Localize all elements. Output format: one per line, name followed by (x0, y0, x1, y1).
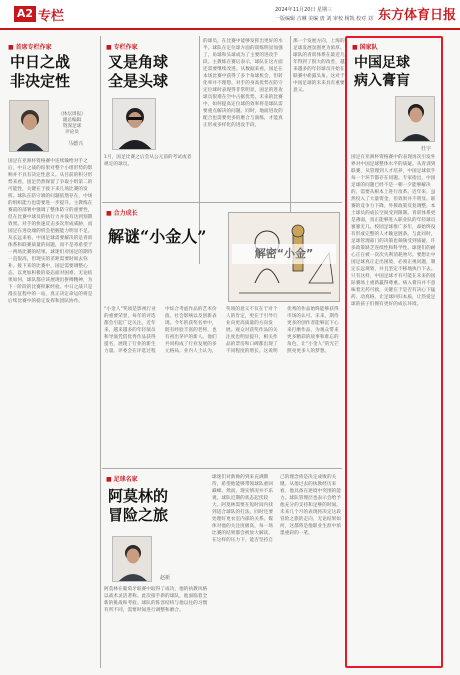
article-body: 阿莫林在葡萄牙联赛中取得了成功，他的执教风格以战术灵活著称。此次接手新的球队，他面临着全新的挑战和考验。球队的阵容结构与他以往的习惯有所不同，需要时间进行调整和磨合。 (104, 587, 208, 613)
person-icon (113, 99, 156, 150)
section-divider (102, 202, 342, 203)
section-name: 专栏 (38, 9, 65, 24)
paper-name: 东方体育日报 (378, 8, 457, 23)
author-portrait (112, 536, 152, 582)
image-watermark: 解密“小金” (232, 244, 336, 264)
author-portrait (112, 98, 156, 150)
author-portrait (9, 100, 49, 152)
column-tag: ■ 专栏作家 (106, 42, 138, 51)
article-body: 球迷们对新帅的到来充满期待，希望他能够带领球队重回巅峰。然而，现实情况并不乐观，球队近期的状态起伏较大。阿莫林需要在短时间内找到适合球队的打法，同时还要处理好更衣室内部的关系。媒体对他的关注度极高，每一场比赛的结果都会被放大解读。在这样的压力下，能否坚持自己的理念将是决定成败的关键。从他过去的执教经历来看，他具备在逆境中突围的能力。球队管理层也表示会给予他充分的支持和足够的时间。未来几个月的表现将决定这段冒险之旅的走向，无论结果如何，这都将是他职业生涯中浓墨重彩的一笔。 (212, 475, 342, 543)
article-title-line2: 冒险之旅 (108, 506, 169, 524)
author-name: 马德兴 (68, 141, 84, 147)
section-divider (102, 468, 342, 469)
article-body: 那一个发展方向，上海的足球发展氛围更为浓厚。球队的青训体系在最近几年得到了很大的改善，越来越多的年轻球员开始在联赛中崭露头角。这对于中国足球的未来具有重要意义。 (293, 39, 345, 93)
article-body: “小金人”奖项是影视行业的重要荣誉，每年的评选都会引起广泛关注。近年来，越来越多的年轻演员和导演凭借优秀作品获得提名，展现了行业的新生力量。评委会在评选过程中综合考虑作品的艺术价值、社会影响以及创新表现。今年的获奖名单中，既有经验丰富的老将，也有初出茅庐的新人。他们共同构成了行业发展的多元格局。业内人士认为，奖项的意义不仅在于对个人的肯定，更在于引导行业向更高质量的方向发展。观众对获奖作品的关注度也明显提升，相关作品的票房和口碑都出现了不同程度的增长。这说明优秀的作品始终能够获得市场的认可。未来，期待更多的创作者能够沉下心来打磨作品，为观众带来更多精彩的故事和难忘的角色，让“小金人”的光芒照亮更多人的梦想。 (104, 307, 339, 354)
column-tag: ■ 首席专栏作家 (8, 42, 52, 51)
photo-caption: 1月，国足比赛之后会从公元前的考试或者规定的球员。 (104, 155, 192, 167)
page-number-badge: A2 (14, 6, 36, 22)
article-title-line1: 叉是角球 (108, 53, 169, 71)
issue-date: 2024年11月20日 星期三 (275, 7, 333, 13)
column-divider (100, 36, 101, 668)
person-icon (113, 537, 152, 582)
issue-editors: 一版编辑 吉琳 美编 唐 刘 审校 杨凯 校对 刘 (275, 16, 373, 22)
author-portrait (395, 96, 435, 142)
person-icon (396, 97, 435, 142)
article-title-line2: 非决定性 (10, 72, 71, 90)
column-tag: ■ 足球名家 (106, 474, 138, 483)
article-title-line1: 阿莫林的 (108, 487, 169, 505)
article-title-line2: 全是头球 (108, 72, 169, 90)
article-body: 国足在亚洲杯资格赛中的表现再次引发外界对中国足球整体水平的质疑。从青训到联赛，从管理到人才培养，中国足球似乎每一个环节都存在问题。专家指出，中国足球的问题已经不是一朝一夕能够解决的，需要从根本上进行改革。近年来，虽然投入了大量资金，但效果并不明显。联赛的竞争力下降，外援政策反复调整，本土球员的成长空间受到限制。青训体系更是薄弱，真正能够进入职业队的年轻球员寥寥无几。校园足球推广多年，却始终没有形成完整的人才输送链条。与此同时，足球管理部门的决策也频频受到质疑，许多政策缺乏连续性和科学性。球迷们的耐心正在被一次次失利消耗殆尽。要想让中国足球真正走出困境，必须正视问题，制定长远规划，并且坚定不移地执行下去。只有这样，中国足球才有可能在未来的国际赛场上重新赢得尊重。病入膏肓并不意味着无药可救，关键在于是否有决心下猛药、动真格，让足球回归本质，让热爱足球的孩子们拥有更好的成长环境。 (351, 155, 436, 307)
article-title-line1: 中日之战 (10, 53, 71, 71)
column-tag: ■ 合力成长 (106, 208, 138, 217)
person-icon (10, 101, 49, 152)
article-title-line1: 中国足球 (354, 55, 410, 71)
author-name: 杜宇 (421, 146, 432, 152)
article-body: 国足在亚洲杯资格赛中连续输给对手之后，中日之战的结果对整个小组形势的影响并不具有决定性意义。从目前的积分形势来看，国足仍然保留了争取小组第二的可能性，关键在于接下来几场比赛的发挥。球队在防守端的问题依然存在，中场的组织能力也需要进一步提升。主教练在赛前的部署中强调了整体防守的重要性，但在比赛中球员的执行力并没有达到预期效果。对手的快速反击多次形成威胁，而国足在进攻端的机会把握能力明显不足。从长远来看，中国足球需要解决的是青训体系和联赛质量的问题，而不是寄希望于一两场比赛的结果。球迷们对国足的期待一直很高，但现实的差距需要时间去弥补。接下来的比赛中，国足需要调整心态，以更加积极的姿态面对困难。无论结果如何，球队都应该展现出拼搏精神，为下一阶段的比赛积累经验。中日之战只是漫长征程中的一站，真正决定命运的将是后续比赛中的稳定发挥和团队协作。 (8, 159, 93, 304)
article-body: 的球员，在比赛中能够发挥出更好的水平。球队在定位球方面的训练明显加强了，角球和头球成为了主要的进攻手段。主教练在赛后表示，球队在这方面还需要继续改进。从数据来看，国足在本场比赛中获得了多个角球机会，但转化率并不理想。对手的身高优势在防守定位球时表现得非常明显，国足的进攻球员很难在空中占据优势。未来的比赛中，如何提高定位球的效率将是球队需要重点解决的问题。同时，地面进攻的配合也需要更多的磨合与演练，才能真正形成多样化的进攻手段。 (203, 39, 283, 128)
author-name: 赵新 (160, 575, 171, 581)
article-title: 解谜“小金人” (108, 227, 207, 246)
article-title-line2: 病入膏肓 (354, 73, 410, 89)
author-caption: 《体坛周报》 副总编辑 资深足球 评论员 (58, 112, 86, 135)
column-tag: ■ 国家队 (352, 42, 378, 51)
